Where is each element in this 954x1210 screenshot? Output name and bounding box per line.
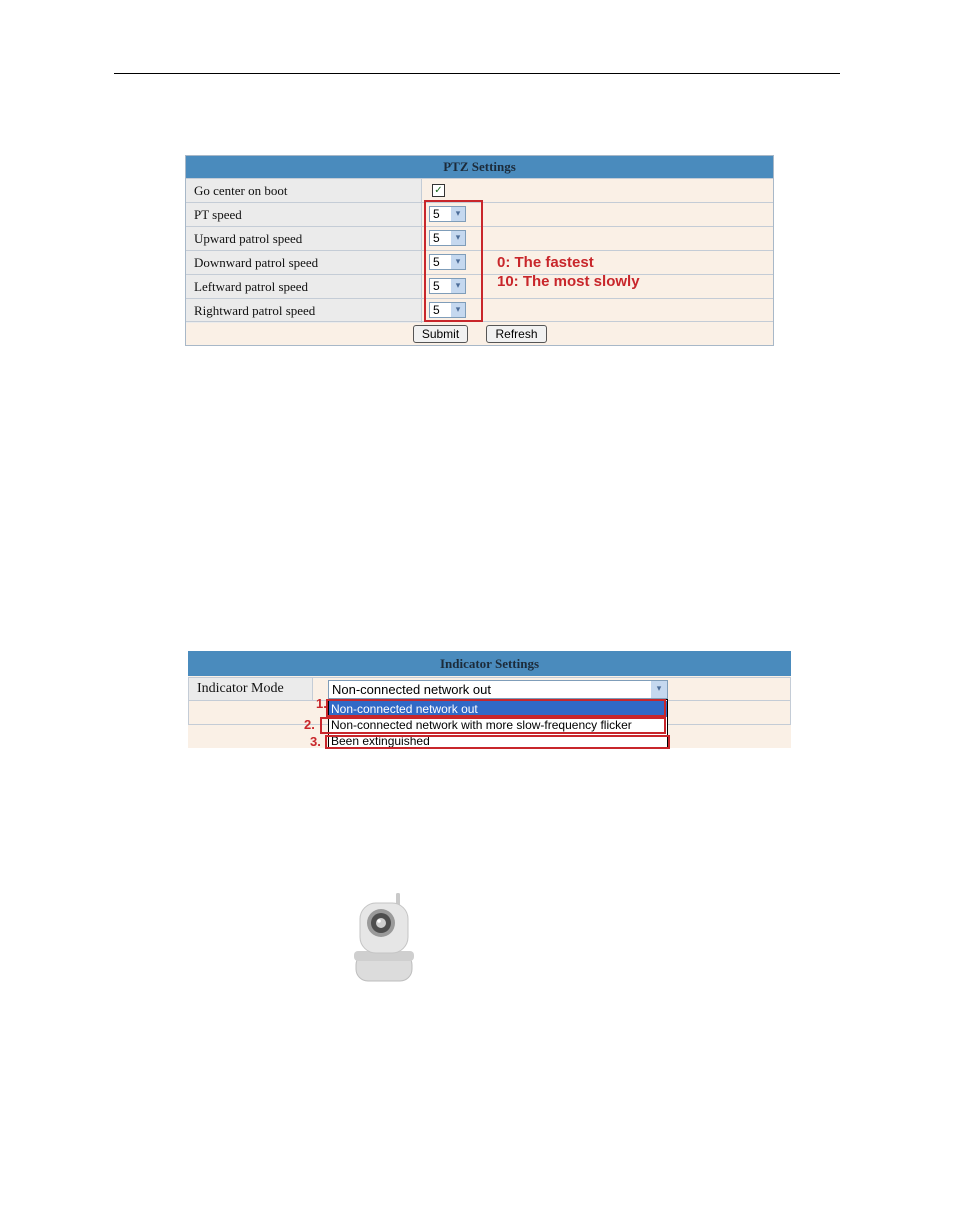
note-slowest: 10: The most slowly	[497, 273, 640, 290]
chevron-down-icon[interactable]: ▾	[451, 303, 465, 317]
indicator-mode-value: Non-connected network out	[332, 682, 491, 697]
leftward-patrol-speed-value: 5	[433, 279, 440, 293]
downward-patrol-speed-label: Downward patrol speed	[186, 251, 422, 275]
indicator-mode-select[interactable]	[328, 680, 668, 699]
ptz-settings-title: PTZ Settings	[186, 156, 773, 178]
pt-speed-label: PT speed	[186, 203, 422, 227]
leftward-patrol-speed-label: Leftward patrol speed	[186, 275, 422, 299]
refresh-button[interactable]: Refresh	[486, 325, 547, 343]
speed-select-highlight	[424, 200, 483, 322]
chevron-down-icon[interactable]: ▾	[451, 207, 465, 221]
chevron-down-icon[interactable]: ▾	[451, 231, 465, 245]
indicator-settings-title: Indicator Settings	[188, 651, 791, 676]
upward-patrol-speed-label: Upward patrol speed	[186, 227, 422, 251]
option-number-2: 2.	[304, 717, 315, 732]
indicator-option-3[interactable]: Been extinguished	[331, 734, 430, 748]
upward-patrol-speed-value: 5	[433, 231, 440, 245]
ptz-camera-icon	[350, 893, 418, 985]
chevron-down-icon[interactable]: ▾	[651, 681, 667, 698]
option-3-highlight	[325, 735, 670, 749]
ptz-button-row	[186, 321, 773, 347]
note-fastest: 0: The fastest	[497, 254, 594, 271]
row-indicator-mode	[188, 677, 791, 701]
rightward-patrol-speed-value: 5	[433, 303, 440, 317]
option-number-3: 3.	[310, 734, 321, 749]
pt-speed-value: 5	[433, 207, 440, 221]
go-center-on-boot-checkbox[interactable]: ✓	[432, 184, 445, 197]
indicator-mode-label: Indicator Mode	[189, 678, 313, 700]
option-number-1: 1.	[316, 696, 327, 711]
submit-button[interactable]: Submit	[413, 325, 468, 343]
page-header-rule	[114, 73, 840, 74]
rightward-patrol-speed-label: Rightward patrol speed	[186, 299, 422, 323]
chevron-down-icon[interactable]: ▾	[451, 255, 465, 269]
go-center-on-boot-label: Go center on boot	[186, 179, 422, 203]
option-2-highlight	[320, 717, 666, 734]
indicator-option-1[interactable]: Non-connected network out	[329, 701, 667, 717]
downward-patrol-speed-value: 5	[433, 255, 440, 269]
option-1-highlight	[326, 699, 666, 717]
chevron-down-icon[interactable]: ▾	[451, 279, 465, 293]
indicator-option-2[interactable]: Non-connected network with more slow-frequency flicker	[331, 718, 632, 732]
